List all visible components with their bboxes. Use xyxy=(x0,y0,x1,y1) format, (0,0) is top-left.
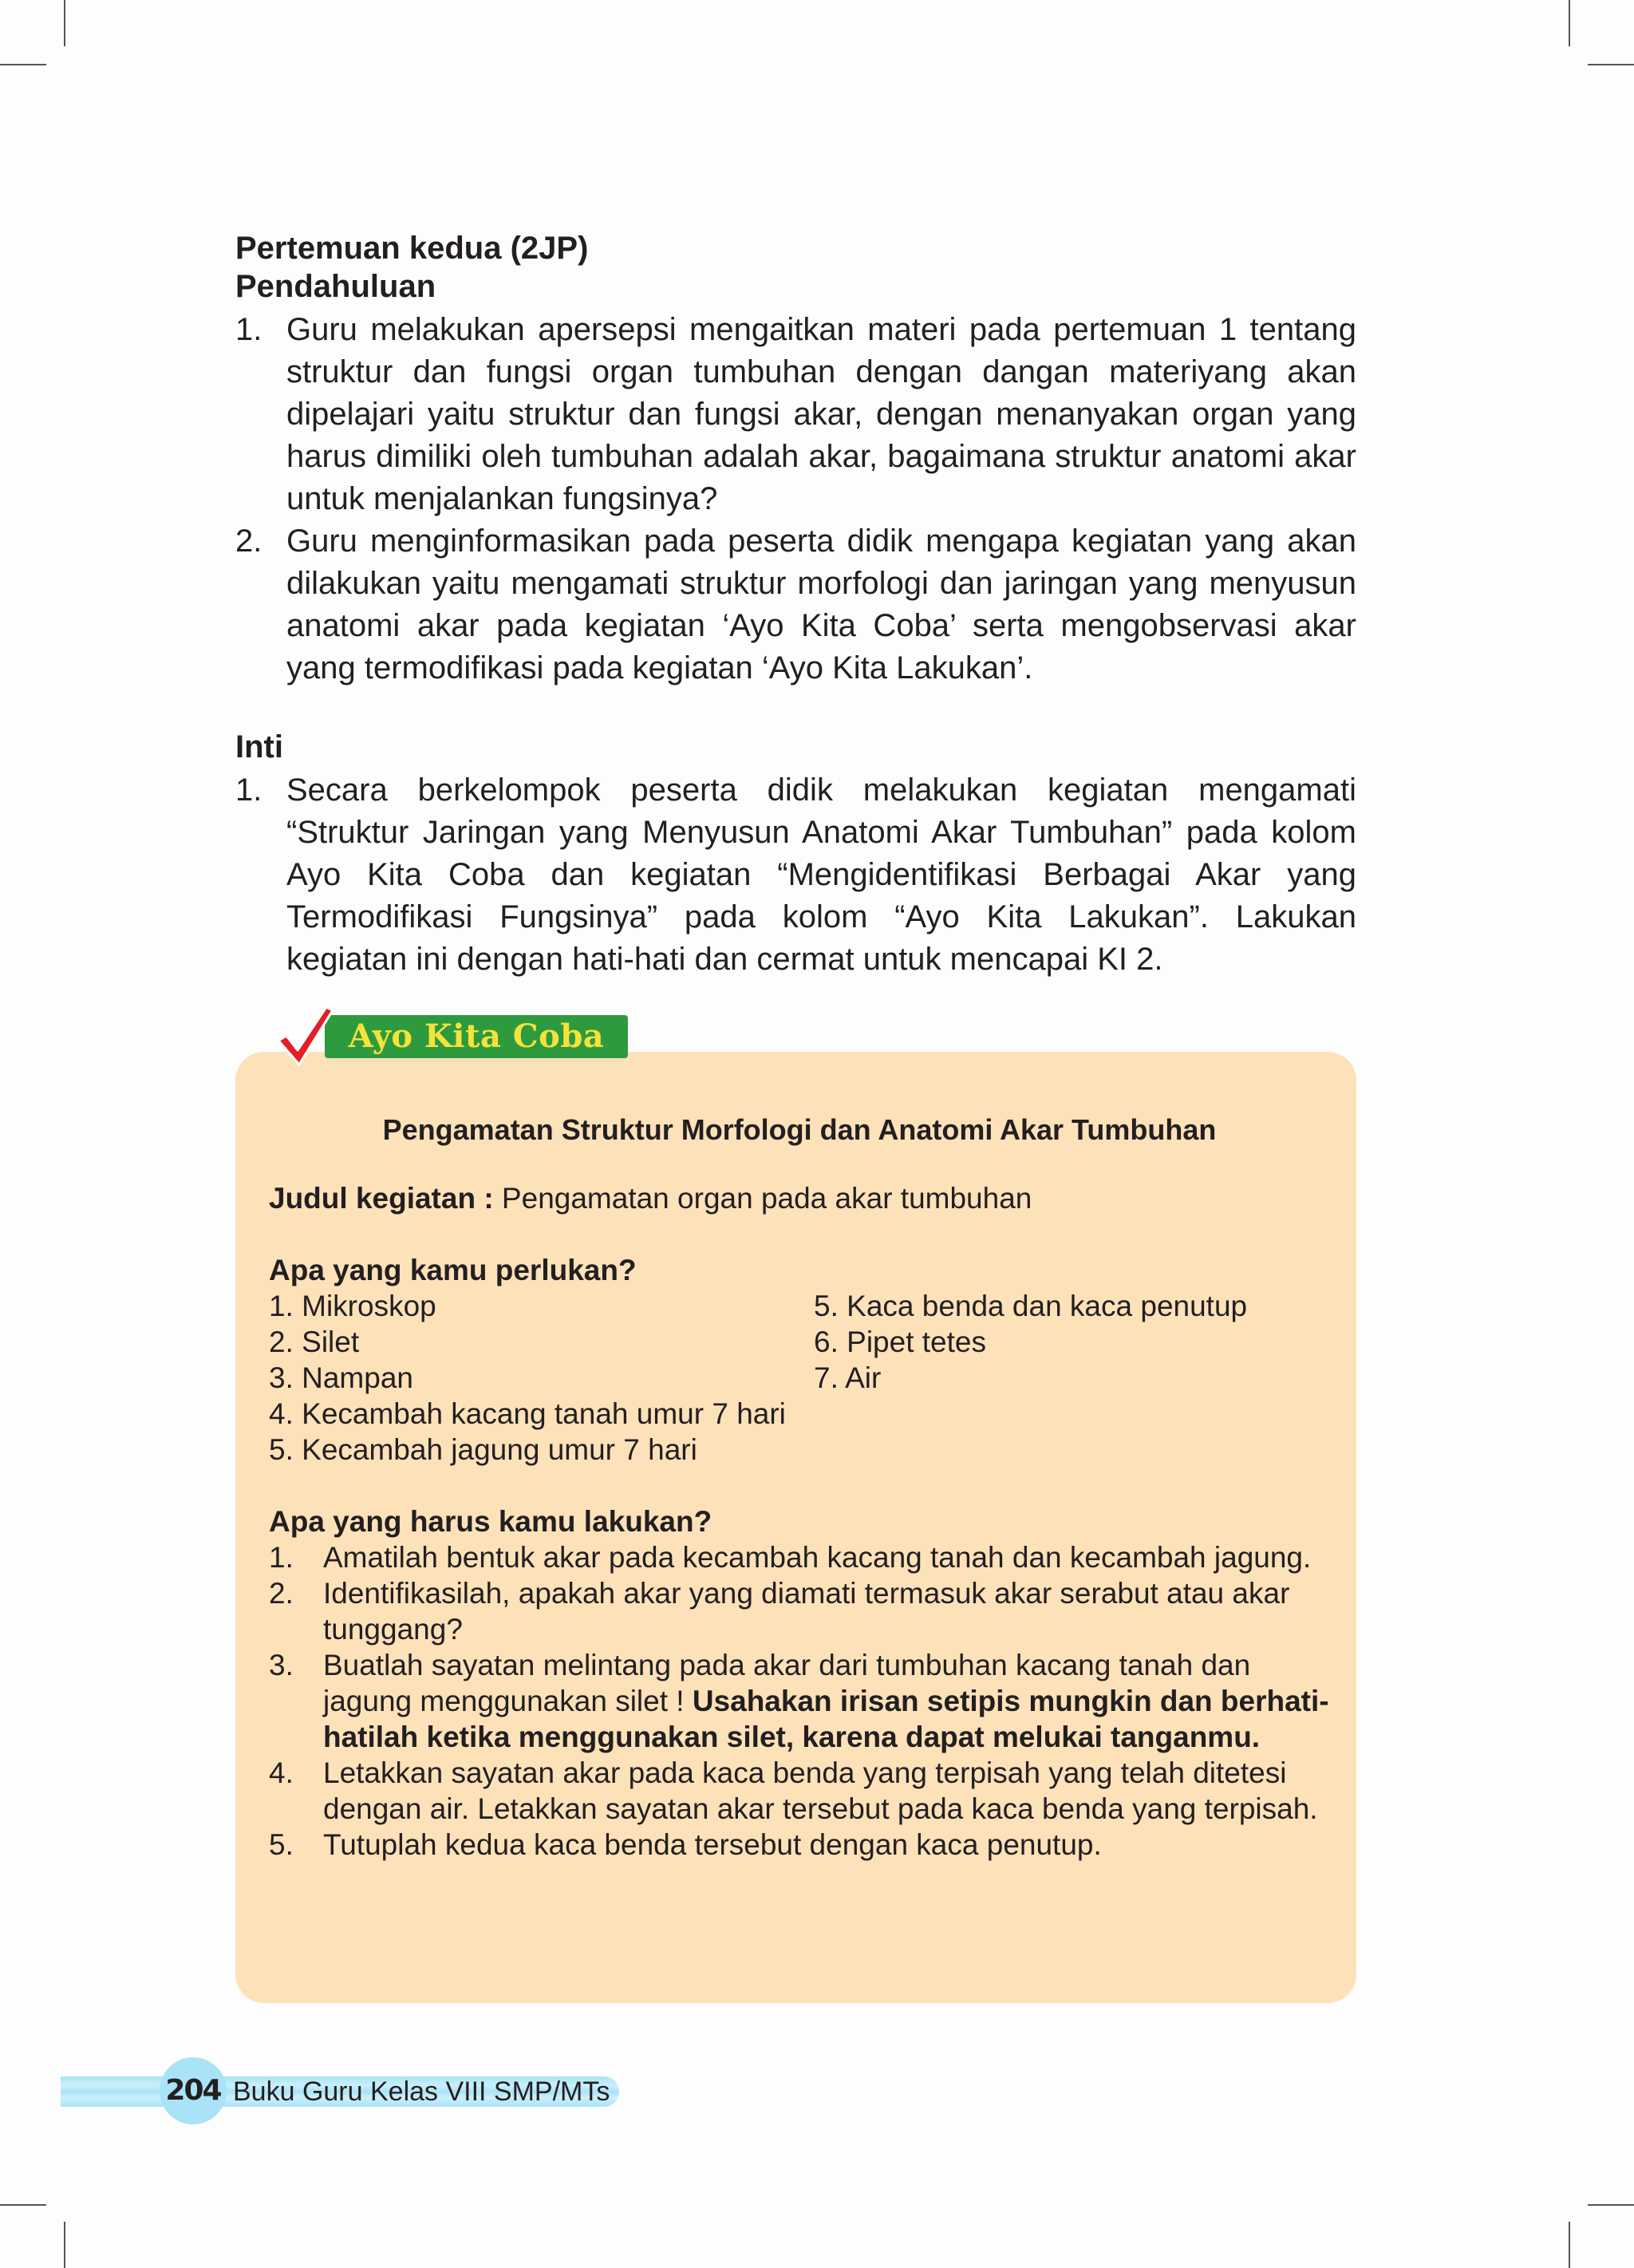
crop-mark xyxy=(1569,0,1570,46)
needs-item: 5. Kecambah jagung umur 7 hari xyxy=(269,1433,697,1466)
steps-list xyxy=(269,1539,1330,1863)
step-number: 4. xyxy=(269,1756,294,1789)
step-number: 5. xyxy=(269,1828,294,1861)
step-item xyxy=(269,1827,1330,1863)
steps-heading: Apa yang harus kamu lakukan? xyxy=(269,1505,712,1538)
crop-mark xyxy=(1588,2204,1634,2206)
step-text: Buatlah sayatan melintang pada akar dari tumbuhan kacang tanah dan jagung menggunakan silet ! xyxy=(323,1649,1251,1717)
step-text: Identifikasilah, apakah akar yang diamati termasuk akar serabut atau akar tunggang? xyxy=(323,1577,1290,1646)
needs-column-left xyxy=(269,1288,814,1468)
crop-mark xyxy=(0,2204,46,2206)
step-text: Letakkan sayatan akar pada kaca benda yang terpisah yang telah ditetesi dengan air. Letakkan sayatan akar tersebut pada kaca benda yang terpisah. xyxy=(323,1756,1318,1825)
item-number: 1. xyxy=(235,772,262,808)
needs-item: 2. Silet xyxy=(269,1326,360,1358)
inti-heading: Inti xyxy=(235,729,283,765)
pendahuluan-heading: Pendahuluan xyxy=(235,269,436,304)
activity-box xyxy=(235,1052,1356,2003)
crop-mark xyxy=(1588,64,1634,65)
list-item xyxy=(235,769,1356,981)
judul-label: Judul kegiatan : xyxy=(269,1182,494,1215)
checkmark-icon xyxy=(275,1004,334,1068)
needs-column-right xyxy=(814,1288,1324,1468)
needs-columns xyxy=(269,1288,1330,1468)
item-text: Secara berkelompok peserta didik melakukan kegiatan mengamati “Struktur Jaringan yang Menyusun Anatomi Akar Tumbuhan” pada kolom Ayo Kita Coba dan kegiatan “Mengidentifikasi Berbagai Akar yang Termodifikasi Fungsinya” pada kolom “Ayo Kita Lakukan”. Lakukan kegiatan ini dengan hati-hati dan cermat untuk mencapai KI 2. xyxy=(286,772,1356,977)
item-number: 2. xyxy=(235,524,262,559)
book-title: Buku Guru Kelas VIII SMP/MTs xyxy=(233,2076,610,2107)
needs-heading: Apa yang kamu perlukan? xyxy=(269,1254,637,1286)
step-text: Tutuplah kedua kaca benda tersebut dengan kaca penutup. xyxy=(323,1828,1102,1861)
crop-mark xyxy=(64,0,65,46)
judul-value: Pengamatan organ pada akar tumbuhan xyxy=(493,1182,1032,1215)
activity-title: Pengamatan Struktur Morfologi dan Anatomi Akar Tumbuhan xyxy=(382,1113,1217,1146)
list-item xyxy=(235,520,1356,689)
item-text: Guru menginformasikan pada peserta didik mengapa kegiatan yang akan dilakukan yaitu mengamati struktur morfologi dan jaringan yang menyusun anatomi akar pada kegiatan ‘Ayo Kita Coba’ serta mengobservasi akar yang termodifikasi pada kegiatan ‘Ayo Kita Lakukan’. xyxy=(286,524,1356,686)
section-heading: Pertemuan kedua (2JP) xyxy=(235,231,589,266)
step-text: Amatilah bentuk akar pada kecambah kacang tanah dan kecambah jagung. xyxy=(323,1541,1312,1574)
step-item xyxy=(269,1647,1330,1755)
list-item xyxy=(235,309,1356,520)
needs-item: 7. Air xyxy=(814,1361,882,1394)
judul-line xyxy=(269,1180,1330,1216)
item-number: 1. xyxy=(235,312,262,347)
ayo-kita-coba-badge xyxy=(275,1004,634,1068)
crop-mark xyxy=(0,64,46,65)
needs-item: 4. Kecambah kacang tanah umur 7 hari xyxy=(269,1397,786,1430)
needs-item: 3. Nampan xyxy=(269,1361,413,1394)
needs-item: 1. Mikroskop xyxy=(269,1290,436,1322)
activity-box-content xyxy=(269,1112,1330,1863)
pendahuluan-list xyxy=(235,309,1356,689)
page-number: 204 xyxy=(165,2074,221,2107)
item-text: Guru melakukan apersepsi mengaitkan materi pada pertemuan 1 tentang struktur dan fungsi organ tumbuhan dengan dangan materiyang akan dipelajari yaitu struktur dan fungsi akar, dengan menanyakan organ yang harus dimiliki oleh tumbuhan adalah akar, bagaimana struktur anatomi akar untuk menjalankan fungsinya? xyxy=(286,312,1356,516)
step-item xyxy=(269,1539,1330,1575)
inti-list xyxy=(235,769,1356,981)
step-item xyxy=(269,1755,1330,1827)
step-number: 3. xyxy=(269,1649,294,1681)
crop-mark xyxy=(64,2222,65,2268)
needs-item: 6. Pipet tetes xyxy=(814,1326,986,1358)
step-warning: Usahakan irisan setipis mungkin dan berhati-hatilah ketika menggunakan silet, karena dapat melukai tanganmu. xyxy=(323,1685,1329,1753)
step-item xyxy=(269,1575,1330,1647)
needs-item: 5. Kaca benda dan kaca penutup xyxy=(814,1290,1248,1322)
step-number: 1. xyxy=(269,1541,294,1574)
badge-label: Ayo Kita Coba xyxy=(325,1015,628,1058)
main-content xyxy=(235,229,1356,981)
crop-mark xyxy=(1569,2222,1570,2268)
step-number: 2. xyxy=(269,1577,294,1610)
